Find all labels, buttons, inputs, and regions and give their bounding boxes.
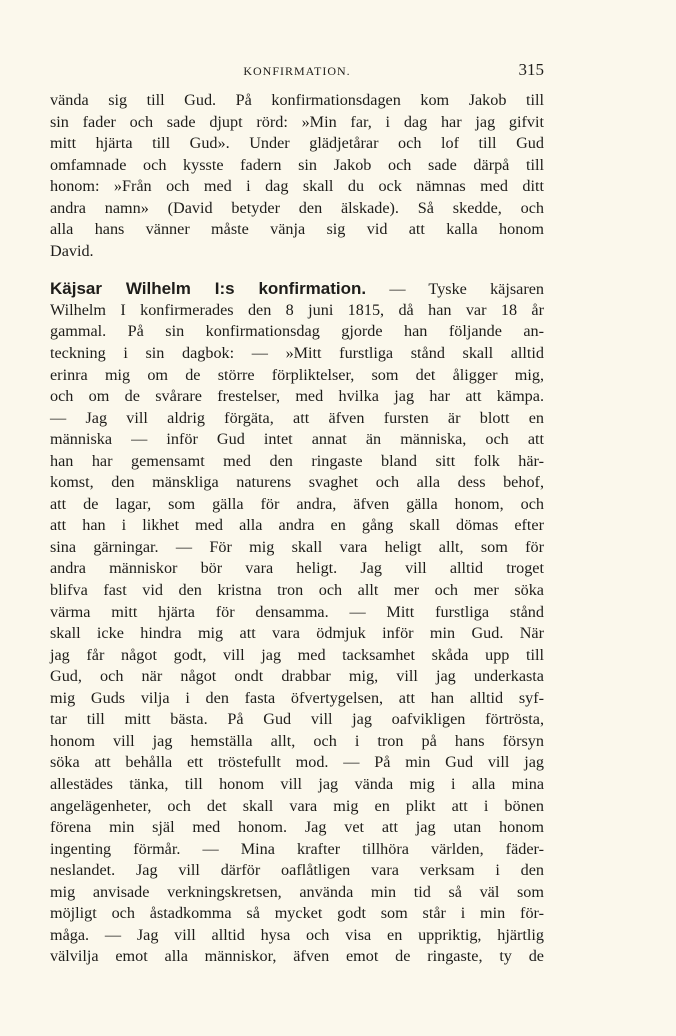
text-line: han har gemensamt med den ringaste bland sitt folk här- xyxy=(50,451,544,470)
text-line: mig anvisade verkningskretsen, använda min tid så väl som xyxy=(50,882,544,901)
text-line: komst, den mänskliga naturens svaghet och alla dess behof, xyxy=(50,473,544,492)
text-line: honom vill jag hemställa allt, och i tron på hans försyn xyxy=(50,731,544,750)
text-line: David. xyxy=(50,241,94,260)
text-line: välvilja emot alla människor, äfven emot de ringaste, ty de xyxy=(50,947,544,966)
section-heading-line xyxy=(50,278,544,300)
text-line: teckning i sin dagbok: — »Mitt furstliga stånd skall alltid xyxy=(50,344,544,363)
text-line: tar till mitt bästa. På Gud vill jag oafvikligen förtrösta, xyxy=(50,710,544,729)
text-line: honom: »Från och med i dag skall du ock nämnas med ditt xyxy=(50,177,544,196)
text-line: alla hans vänner måste vänja sig vid att kalla honom xyxy=(50,220,544,239)
paragraph-david xyxy=(50,90,544,262)
text-line: möjligt och åstadkomma så mycket godt som står i min för- xyxy=(50,904,544,923)
text-line: omfamnade och kysste fadern sin Jakob och sade därpå till xyxy=(50,155,544,174)
section-first-line-rest: — Tyske käjsaren xyxy=(389,280,544,299)
text-line: gammal. På sin konfirmationsdag gjorde han följande an- xyxy=(50,322,544,341)
text-line: människa — inför Gud intet annat än människa, och att xyxy=(50,430,544,449)
text-line: allestädes tänka, till honom vill jag vända mig i alla mina xyxy=(50,774,544,793)
text-line: att de lagar, som gälla för andra, äfven gälla honom, och xyxy=(50,494,544,513)
paragraph-wilhelm xyxy=(50,300,544,968)
page-header xyxy=(50,60,544,82)
text-line: värma mitt hjärta för densamma. — Mitt furstliga stånd xyxy=(50,602,544,621)
text-line: jag får något godt, vill jag med tacksamhet skåda upp till xyxy=(50,645,544,664)
text-line: sina gärningar. — För mig skall vara heligt allt, som för xyxy=(50,537,544,556)
section-title: Käjsar Wilhelm I:s konfirmation. xyxy=(50,279,367,299)
page-number: 315 xyxy=(518,60,544,79)
text-line: neslandet. Jag vill därför oaflåtligen vara verksam i den xyxy=(50,861,544,880)
text-line: sin fader och sade djupt rörd: »Min far, i dag har jag gifvit xyxy=(50,112,544,131)
text-line: förena min själ med honom. Jag vet att jag utan honom xyxy=(50,818,544,837)
text-line: blifva fast vid den kristna tron och allt mer och mer söka xyxy=(50,581,544,600)
body-text xyxy=(50,90,544,968)
text-line: erinra mig om de större förpliktelser, som det åligger mig, xyxy=(50,365,544,384)
running-title: KONFIRMATION. xyxy=(243,64,351,78)
text-line: mitt hjärta till Gud». Under glädjetårar och lof till Gud xyxy=(50,134,544,153)
text-line: skall icke hindra mig att vara ödmjuk inför min Gud. När xyxy=(50,624,544,643)
text-line: och om de svårare frestelser, med hvilka jag har att kämpa. xyxy=(50,387,544,406)
text-line: att han i likhet med alla andra en gång skall dömas efter xyxy=(50,516,544,535)
text-line: måga. — Jag vill alltid hysa och visa en uppriktig, hjärtlig xyxy=(50,925,544,944)
text-line: angelägenheter, och det skall vara mig en plikt att i bönen xyxy=(50,796,544,815)
text-line: vända sig till Gud. På konfirmationsdagen kom Jakob till xyxy=(50,91,544,109)
text-line: — Jag vill aldrig förgäta, att äfven fursten är blott en xyxy=(50,408,544,427)
text-line: söka att behålla ett tröstefullt mod. — På min Gud vill jag xyxy=(50,753,544,772)
text-line: mig Guds vilja i den fasta öfvertygelsen, att han alltid syf- xyxy=(50,688,544,707)
paragraph-gap xyxy=(50,262,544,278)
text-line: Gud, och när något ondt drabbar mig, vill jag underkasta xyxy=(50,667,544,686)
text-line: Wilhelm I konfirmerades den 8 juni 1815, då han var 18 år xyxy=(50,300,544,319)
text-line: ingenting förmår. — Mina krafter tillhöra världen, fäder- xyxy=(50,839,544,858)
text-line: andra namn» (David betyder den älskade). Så skedde, och xyxy=(50,198,544,217)
text-line: andra människor bör vara heligt. Jag vill alltid troget xyxy=(50,559,544,578)
